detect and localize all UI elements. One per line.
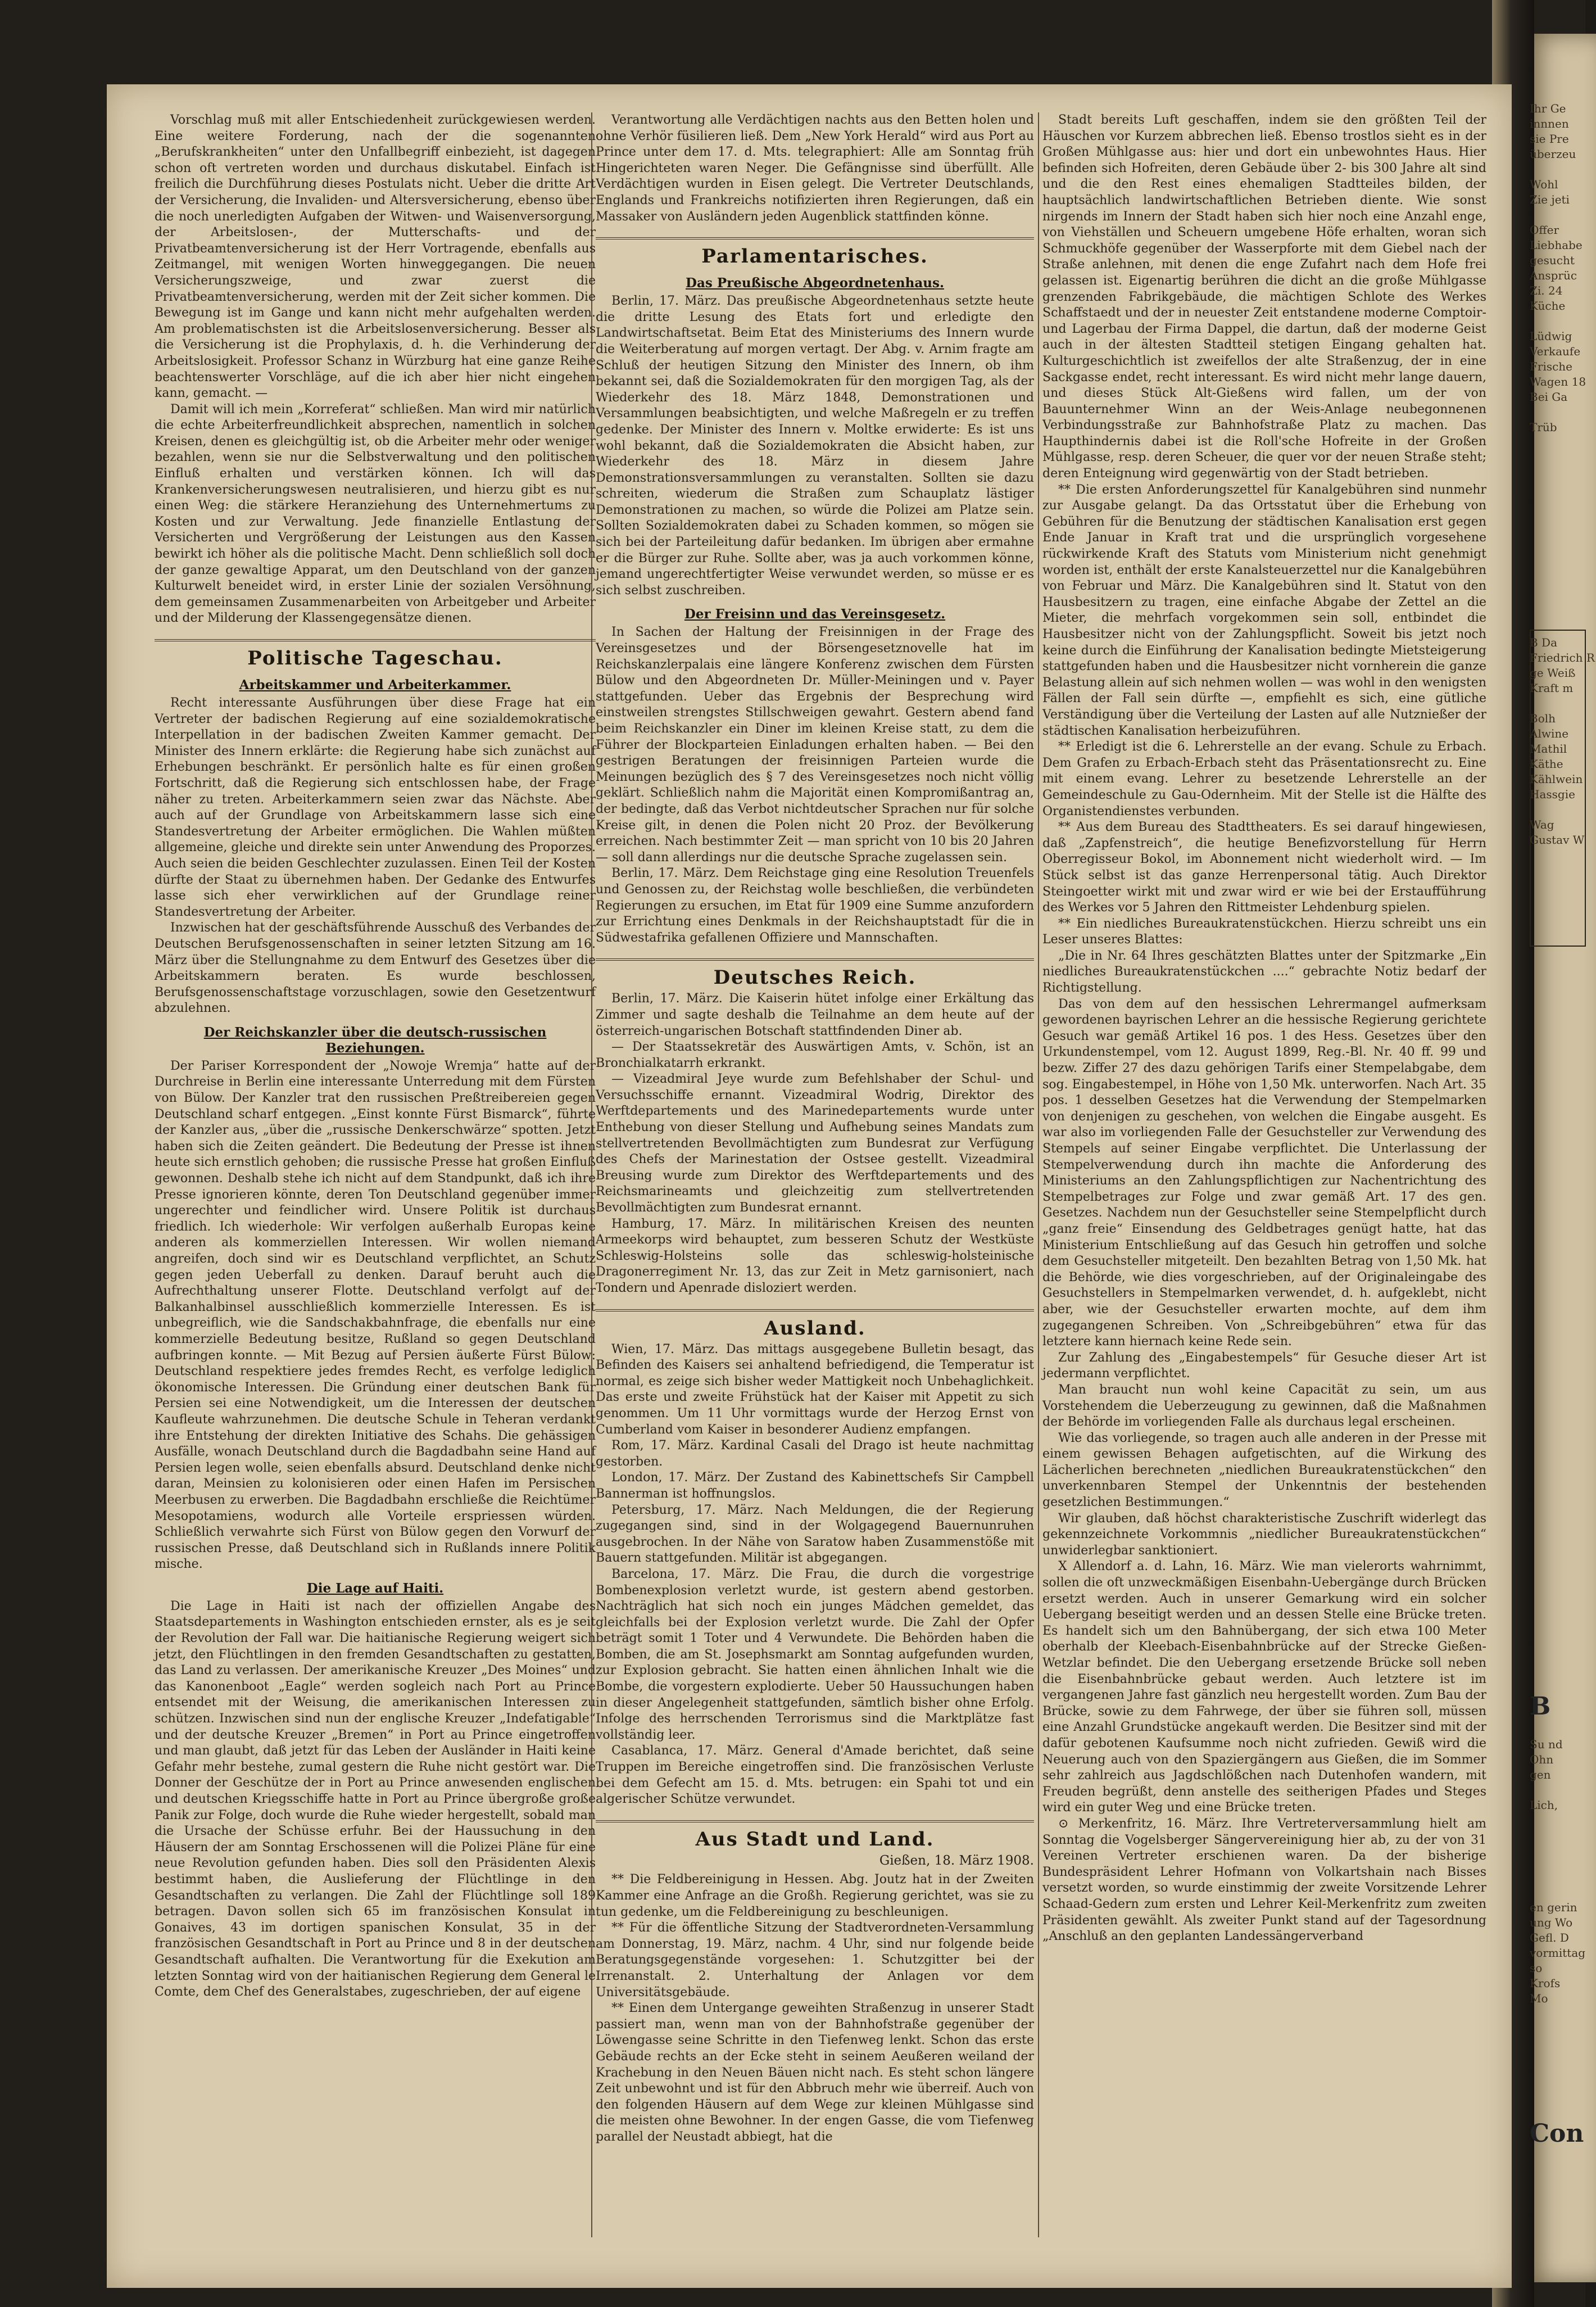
paragraph: London, 17. März. Der Zustand des Kabinettschefs Sir Campbell Bannerman ist hoffnungslos. bbox=[596, 1471, 1034, 1501]
article-title: Die Lage auf Haiti. bbox=[306, 1580, 444, 1596]
fragment-line: so bbox=[1530, 1961, 1543, 1975]
fragment-line: Su nd bbox=[1530, 1738, 1563, 1751]
fragment-line: überzeu bbox=[1530, 147, 1576, 161]
dateline: Gießen, 18. März 1908. bbox=[879, 1853, 1034, 1868]
fragment-line: Hassgie bbox=[1530, 788, 1575, 801]
fragment-line: Verkaufe bbox=[1530, 345, 1581, 358]
fragment-line bbox=[1530, 207, 1580, 223]
article-title: Der Reichskanzler über die deutsch-russischen Beziehungen. bbox=[203, 1024, 547, 1056]
section-title-deutsches-reich: Deutsches Reich. bbox=[596, 958, 1034, 989]
paragraph: Wien, 17. März. Das mittags ausgegebene Bulletin besagt, das Befinden des Kaisers sei anhaltend befriedigend, die Temperatur ist normal, es zeige sich bisher weder Mattigkeit noch Unbehaglichkeit. Das erste und zweite Frühstück hat der Kaiser mit Appetit zu sich genommen. Um 11 Uhr vormittags wurde der Herzog Ernst von Cumberland vom Kaiser in besonderer Audienz empfangen. bbox=[596, 1342, 1034, 1437]
fragment-line: Frische bbox=[1530, 360, 1573, 373]
col1-intro bbox=[155, 112, 596, 627]
fragment-line: Kraft m bbox=[1530, 681, 1574, 695]
fragment-line: Lüdwig bbox=[1530, 329, 1572, 343]
paragraph: Vorschlag muß mit aller Entschiedenheit zurückgewiesen werden. Eine weitere Forderung, nach der die sogenannten „Berufskrankheiten“ unter den Unfallbegriff einbezieht, ist dagegen schon oft vertreten worden und durchaus diskutabel. Einfach ist freilich die Durchführung dieses Postulats nicht. Ueber die dritte Art der Versicherung, die Invaliden- und Altersversicherung, ebenso über die noch unerledigten Aufgaben der Witwen- und Waisenversorgung, der Arbeitslosen-, der Mutterschafts- und der Privatbeamtenversicherung ist der Herr Vortragende, ebenfalls aus Zeitmangel, mit wenigen Worten hinweggegangen. Die neuen Versicherungszweige, und zwar zuerst die Privatbeamtenversicherung, werden mit der Zeit sicher kommen. Die Bewegung ist im Gange und kann nicht mehr aufgehalten werden. Am problematischsten ist die Arbeitslosenversicherung. Besser als die Versicherung ist die Prophylaxis, d. h. die Verhinderung der Arbeitslosigkeit. Professor Schanz in Würzburg hat eine ganze Reihe beachtenswerter Vorschläge, auf die ich aber hier nicht eingehen kann, gemacht. — bbox=[155, 113, 596, 401]
fragment-line bbox=[1530, 802, 1580, 817]
fragment-line: Trüb bbox=[1530, 420, 1557, 434]
paragraph: — Der Staatssekretär des Auswärtigen Amts, v. Schön, ist an Bronchialkatarrh erkrankt. bbox=[596, 1040, 1034, 1070]
section-title-politische-tageschau: Politische Tageschau. bbox=[155, 639, 596, 670]
fragment-line: Wohl bbox=[1530, 178, 1558, 191]
paragraph: Rom, 17. März. Kardinal Casali del Drago ist heute nachmittag gestorben. bbox=[596, 1439, 1034, 1469]
fragment-line bbox=[1530, 1783, 1580, 1798]
fragment-line bbox=[1530, 162, 1580, 177]
fragment-line: Mathil bbox=[1530, 742, 1567, 756]
fragment-line: vormittag bbox=[1530, 1946, 1586, 1960]
adjacent-page-fragment bbox=[1530, 1900, 1586, 2006]
paragraph: Das von dem auf den hessischen Lehrermangel aufmerksam gewordenen bayrischen Lehrer an die hessische Regierung gerichtete Gesuch war gemäß Artikel 16 pos. 1 des Hess. Gesetzes über den Urkundenstempel, vom 12. August 1899, Reg.-Bl. Nr. 40 ff. 99 und bezw. Ziffer 27 des dazu gehörigen Tarifs einer Stempelabgabe, dem sog. Eingabestempel, in Höhe von 1,50 Mk. unterworfen. Nach Art. 35 pos. 1 desselben Gesetzes hat die Verwendung der Stempelmarken von denjenigen zu geschehen, von welchen die Eingabe ausgeht. Es war also im vorliegenden Falle der Gesuchsteller zur Verwendung des Stempels auf seiner Eingabe verpflichtet. Die Unterlassung der Stempelverwendung durch ihn machte die Anforderung des Ministeriums an den Zahlungspflichtigen zur Nachentrichtung des Stempelbetrages zur Folge und zwar gemäß Art. 17 des gen. Gesetzes. Nachdem nun der Gesuchsteller seine Stempelpflicht durch „ganz freie“ Einsendung des Geldbetrages genügt hatte, hat das Ministerium Entschließung auf das Gesuch hin getroffen und solche dem Gesuchsteller mitgeteilt. Den bezahlten Betrag von 1,50 Mk. hat die Behörde, wie dies vorgeschrieben, auf der Originaleingabe des Gesuchstellers in Stempelmarken verwendet, d. h. aufgeklebt, nicht aber, wie der Gesuchsteller erwarten mochte, auf dem ihm zugegangenen Schreiben. Von „Schreibgebühren“ etwa für das letztere kann hiernach keine Rede sein. bbox=[1042, 997, 1486, 1349]
fragment-line: Offer bbox=[1530, 223, 1559, 237]
fragment-line: Wag bbox=[1530, 818, 1554, 831]
paragraph: Berlin, 17. März. Die Kaiserin hütet infolge einer Erkältung das Zimmer und sagte deshalb die Teilnahme an dem heute auf der österreich-ungarischen Botschaft stattfindenden Diner ab. bbox=[596, 992, 1034, 1038]
fragment-line: Lich, bbox=[1530, 1798, 1558, 1812]
paragraph: ⊙ Merkenfritz, 16. März. Ihre Vertreterversammlung hielt am Sonntag die Vogelsberger Sängervereinigung hier ab, zu der von 31 Vereinen Vertreter erschienen waren. Da der bisherige Bundespräsident Lehrer Hofmann von Volkartshain nach Bisses versetzt worden, so wurde einstimmig der zweite Vorsitzende Lehrer Schaad-Gedern zum ersten und Lehrer Keil-Merkenfritz zum zweiten Präsidenten gewählt. Als zweiter Punkt stand auf der Tagesordnung „Anschluß an den geplanten Landessängerverband bbox=[1042, 1816, 1486, 1944]
paragraph: Die Lage in Haiti ist nach der offiziellen Angabe des Staatsdepartements in Washington entschieden ernster, als es je seit der Revolution der Fall war. Die haitianische Regierung weigert sich jetzt, den Flüchtlingen in den fremden Gesandtschaften zu gestatten, das Land zu verlassen. Der amerikanische Kreuzer „Des Moines“ und das Kanonenboot „Eagle“ werden sogleich nach Port au Prince entsendet mit der Weisung, die amerikanischen Interessen zu schützen. Inzwischen sind nun der englische Kreuzer „Indefatigable“ und der deutsche Kreuzer „Bremen“ in Port au Prince eingetroffen und man glaubt, daß jetzt für das Leben der Ausländer in Haiti keine Gefahr mehr bestehe, zumal gestern die Ruhe nicht gestört war. Die Donner der Geschütze der in Port au Prince anwesenden englischen und deutschen Kriegsschiffe hatte in Port au Prince übergroße große Panik zur Folge, doch wurde die Ruhe wieder hergestellt, sobald man die Ursache der Schüsse erfuhr. Bei der Haussuchung in den Häusern der am Sonntag Erschossenen will die Polizei Pläne für eine neue Revolution gefunden haben. Dies soll den Präsidenten Alexis bestimmt haben, die Auslieferung der Flüchtlinge in den Gesandtschaften zu verlangen. Die Zahl der Flüchtlinge soll 189 betragen. Davon sollen sich 65 im französischen Konsulat in Gonaives, 43 im dortigen spanischen Konsulat, 35 in der französischen Gesandtschaft in Port au Prince und 8 in der deutschen Gesandtschaft aufhalten. Die Verantwortung für die Exekution am letzten Sonntag wird von der haitianischen Regierung dem General le Comte, dem Chef des Generalstabes, zugeschrieben, der auf eigene bbox=[155, 1599, 596, 2000]
adjacent-page-fragment bbox=[1530, 635, 1595, 848]
paragraph: Wir glauben, daß höchst charakteristische Zuschrift widerlegt das gekennzeichnete Vorkommnis „niedlicher Bureaukratenstückchen“ unwiderlegbar sanktioniert. bbox=[1042, 1511, 1486, 1558]
paragraph: Berlin, 17. März. Dem Reichstage ging eine Resolution Treuenfels und Genossen zu, der Reichstag wolle beschließen, die verbündeten Regierungen zu ersuchen, im Etat für 1909 eine Summe anzufordern zur Errichtung eines Denkmals in der Reichshauptstadt für die in Südwestafrika gefallenen Offiziere und Mannschaften. bbox=[596, 866, 1034, 945]
paragraph: — Vizeadmiral Jeye wurde zum Befehlshaber der Schul- und Versuchsschiffe ernannt. Vizeadmiral Wodrig, Direktor des Werftdepartements und des Marinedepartements wurde unter Enthebung von dieser Stellung und Aufhebung seines Mandats zum stellvertretenden Bevollmächtigten zum Bundesrat zur Verfügung des Chefs der Marinestation der Ostsee gestellt. Vizeadmiral Breusing wurde zum Direktor des Werftdepartements und des Reichsmarineamts und gleichzeitig zum stellvertretenden Bevollmächtigten zum Bundesrat ernannt. bbox=[596, 1072, 1034, 1215]
article-title: Das Preußische Abgeordnetenhaus. bbox=[686, 275, 944, 291]
adjacent-page-fragment bbox=[1530, 1737, 1580, 1813]
paragraph: X Allendorf a. d. Lahn, 16. März. Wie man vielerorts wahrnimmt, sollen die oft unzweckmäßigen Eisenbahn-Uebergänge durch Brücken ersetzt werden. Auch in unserer Gemarkung wird ein solcher Uebergang beseitigt werden und an dessen Stelle eine Brücke treten. Es handelt sich um den Bahnübergang, der sich etwa 100 Meter oberhalb der Kleebach-Eisenbahnbrücke auf der Strecke Gießen-Wetzlar befindet. Die den Uebergang ersetzende Brücke soll neben die Eisenbahnbrücke gebaut werden. Auch letztere ist im vergangenen Jahre fast gänzlich neu hergestellt worden. Zum Bau der Brücke, sowie zu dem Fahrwege, der über sie führen soll, müssen eine Anzahl Grundstücke angekauft werden. Die Besitzer sind mit der dafür gebotenen Kaufsumme noch nicht zufrieden. Gewiß wird die Neuerung auch von den Spaziergängern aus Gießen, die im Sommer sehr zahlreich aus Jagdschlößchen nach Dutenhofen wandern, mit Freuden begrüßt, denn anstelle des seitherigen Pfades und Steges wird ein guter Weg und eine Brücke treten. bbox=[1042, 1559, 1486, 1815]
column-rule bbox=[1038, 112, 1039, 2237]
fragment-line: Käthe bbox=[1530, 757, 1563, 771]
fragment-line: Gefl. D bbox=[1530, 1931, 1569, 1944]
paragraph: Casablanca, 17. März. General d'Amade berichtet, daß seine Truppen im Bereiche eingetroffen sind. Die französischen Verluste bei dem Gefecht am 15. d. Mts. betrugen: ein Spahi tot und ein algerischer Schütze verwundet. bbox=[596, 1744, 1034, 1807]
fragment-line bbox=[1530, 405, 1580, 420]
fragment-line: ung Wo bbox=[1530, 1916, 1573, 1929]
paragraph: ** Die Feldbereinigung in Hessen. Abg. Joutz hat in der Zweiten Kammer eine Anfrage an die Großh. Regierung gerichtet, was sie zu tun gedenke, um die Feldbereinigung zu beschleunigen. bbox=[596, 1872, 1034, 1919]
fragment-line bbox=[1530, 696, 1580, 711]
fragment-line: Ihr Ge bbox=[1530, 102, 1566, 115]
fragment-line: Mo bbox=[1530, 1992, 1548, 2005]
paragraph: ** Ein niedliches Bureaukratenstückchen. Hierzu schreibt uns ein Leser unseres Blattes: bbox=[1042, 916, 1486, 947]
paragraph: ** Erledigt ist die 6. Lehrerstelle an der evang. Schule zu Erbach. Dem Grafen zu Erbach-Erbach steht das Präsentationsrecht zu. Eine mit einem evang. Lehrer zu besetzende Lehrerstelle an der Gemeindeschule zu Gau-Odernheim. Mit der Stelle ist die Hälfte des Organistendienstes verbunden. bbox=[1042, 740, 1486, 818]
section-title-parlamentarisches: Parlamentarisches. bbox=[596, 237, 1034, 268]
column-2 bbox=[596, 112, 1034, 2146]
fragment-line: Alwine bbox=[1530, 727, 1569, 740]
fragment-line: Liebhabe bbox=[1530, 238, 1583, 252]
fragment-line: Bolh bbox=[1530, 712, 1556, 725]
paragraph: Recht interessante Ausführungen über diese Frage hat ein Vertreter der badischen Regierung auf eine sozialdemokratische Interpellation in der badischen Zweiten Kammer gemacht. Der Minister des Innern erklärte: die Regierung habe sich zunächst auf Erhebungen beschränkt. Er persönlich halte es für einen großen Fortschritt, daß die Regierung sich entschlossen habe, der Frage näher zu treten. Arbeiterkammern seien zwar das Nächste. Aber auch auf der Grundlage von Arbeitskammern lasse sich eine Standesvertretung der Arbeiter ermöglichen. Die Wahlen müßten allgemeine, gleiche und direkte sein unter Anwendung des Proporzes. Auch seien die beiden Geschlechter zuzulassen. Einen Teil der Kosten dürfte der Staat zu übernehmen haben. Der Gedanke des Entwurfes lasse sich eher verwirklichen auf der Grundlage reiner Standesvertretung der Arbeiter. bbox=[155, 696, 596, 919]
paragraph: „Die in Nr. 64 Ihres geschätzten Blattes unter der Spitzmarke „Ein niedliches Bureaukratenstückchen ....“ gebrachte Notiz bedarf der Richtigstellung. bbox=[1042, 948, 1486, 996]
paragraph: In Sachen der Haltung der Freisinnigen in der Frage des Vereinsgesetzes und der Börsengesetznovelle hat im Reichskanzlerpalais eine längere Konferenz zwischen dem Fürsten Bülow und den Abgeordneten Dr. Müller-Meiningen und v. Payer stattgefunden. Ueber das Ergebnis der Besprechung wird einstweilen strengstes Stillschweigen gewahrt. Gestern abend fand beim Reichskanzler ein Diner im kleinen Kreise statt, zu dem die Führer der Blockparteien Einladungen erhalten haben. — Bei den gestrigen Beratungen der freisinnigen Parteien wurde die Meinungen bezüglich des § 7 des Vereinsgesetzes noch nicht völlig geklärt. Schließlich nahm die Majorität einen Kompromißantrag an, der bedingte, daß das Verbot nichtdeutscher Sprachen nur für solche Kreise gilt, in denen die Polen nicht 20 Proz. der Bevölkerung erreichen. Nach bestimmter Zeit — man spricht von 10 bis 20 Jahren — soll dann allerdings nur die deutsche Sprache zugelassen sein. bbox=[596, 625, 1034, 865]
fragment-line: en gerin bbox=[1530, 1901, 1577, 1914]
section-title-aus-stadt-und-land: Aus Stadt und Land. bbox=[596, 1820, 1034, 1851]
fragment-line: Friedrich R bbox=[1530, 651, 1595, 664]
paragraph: Barcelona, 17. März. Die Frau, die durch die vorgestrige Bombenexplosion verletzt wurde, ist gestern abend gestorben. Nachträglich hat sich noch ein junges Mädchen gemeldet, das gleichfalls bei der Explosion verletzt wurde. Die Zahl der Opfer beträgt somit 1 Toter und 4 Verwundete. Die Behörden haben die Bomben, die am St. Josephsmarkt am Sonntag aufgefunden wurden, zur Explosion gebracht. Sie hatten einen ähnlichen Inhalt wie die Bombe, die vorgestern explodierte. Ueber 50 Haussuchungen haben in dieser Angelegenheit stattgefunden, sämtlich bisher ohne Erfolg. Infolge des herrschenden Terrorismus sind die Marktplätze fast vollständig leer. bbox=[596, 1567, 1034, 1742]
paragraph: Hamburg, 17. März. In militärischen Kreisen des neunten Armeekorps wird behauptet, zum besseren Schutz der Westküste Schleswig-Holsteins solle das schleswig-holsteinische Dragonerregiment Nr. 13, das zur Zeit in Metz garnisoniert, nach Tondern und Apenrade disloziert werden. bbox=[596, 1216, 1034, 1295]
paragraph: Verantwortung alle Verdächtigen nachts aus den Betten holen und ohne Verhör füsilieren ließ. Dem „New York Herald“ wird aus Port au Prince unter dem 17. d. Mts. telegraphiert: Alle am Sonntag früh Hingerichteten waren Neger. Die Gefängnisse sind überfüllt. Alle Verdächtigen wurden in Eisen gelegt. Die Vertreter Deutschlands, Englands und Frankreichs notifizierten ihren Regierungen, daß ein Massaker von Ausländern jeden Augenblick stattfinden könne. bbox=[596, 113, 1034, 224]
paragraph: Petersburg, 17. März. Nach Meldungen, die der Regierung zugegangen sind, sind in der Wolgagegend Bauernunruhen ausgebrochen. In der Nähe von Saratow haben Zusammenstöße mit Bauern stattgefunden. Militär ist abgegangen. bbox=[596, 1503, 1034, 1566]
fragment-line: gen bbox=[1530, 1768, 1551, 1781]
fragment-line: Zie jeti bbox=[1530, 193, 1570, 206]
fragment-line: gesucht bbox=[1530, 254, 1575, 267]
section-title-ausland: Ausland. bbox=[596, 1309, 1034, 1340]
paragraph: Damit will ich mein „Korreferat“ schließen. Man wird mir natürlich die echte Arbeiterfreundlichkeit absprechen, namentlich in solchen Kreisen, denen es gleichgültig ist, ob die Arbeiter mehr oder weniger bezahlen, wenn sie nur die Selbstverwaltung und den politischen Einfluß erhalten und verstärken können. Ich will das Krankenversicherungswesen neutralisieren, und hierzu gibt es nur einen Weg: die stärkere Heranziehung des Unternehmertums zu Kosten und zur Verwaltung. Jede finanzielle Entlastung der Versicherten und Vergrößerung der Leistungen aus den Kassen bewirkt ich höher als die politische Macht. Denn schließlich soll doch der ganze gewaltige Apparat, um den Deutschland von der ganzen Kulturwelt beneidet wird, in erster Linie der sozialen Versöhnung, dem gemeinsamen Zusammenarbeiten von Arbeitgeber und Arbeiter und der Milderung der Klassengegensätze dienen. bbox=[155, 402, 596, 626]
paragraph: Stadt bereits Luft geschaffen, indem sie den größten Teil der Häuschen vor Kurzem abbrechen ließ. Ebenso trostlos sieht es in der Großen Mühlgasse aus: hier und dort ein unbewohntes Haus. Hier befinden sich Hofreiten, deren Gebäude über 2- bis 300 Jahre alt sind und die den Rest eines ehemaligen Stadtteiles bilden, der hauptsächlich landwirtschaftlichen Betrieben diente. Wie sonst nirgends im Innern der Stadt haben sich hier noch eine Anzahl enge, von Viehställen und Scheuern umgebene Höfe erhalten, woran sich Schmuckhöfe gegenüber der Wasserpforte mit dem Giebel nach der Straße anlehnen, mit denen die enge Zufahrt nach dem Hofe frei gelassen ist. Eigenartig berühren die dicht an die große Mühlgasse grenzenden Fabrikgebäude, die mächtigen Schlote des Werkes Schaffstaedt und der in neuester Zeit entstandene moderne Comptoir- und Lagerbau der Firma Dappel, die dartun, daß der moderne Geist auch in der ältesten Stadtteil stetigen Eingang gehalten hat. Kulturgeschichtlich ist zweifellos der alte Straßenzug, der in eine Sackgasse endet, recht interessant. Es wird nicht mehr lange dauern, und dieses Stück Alt-Gießens wird fallen, um der von Bauunternehmer Winn an der Weis-Anlage neubegonnenen Verbindungsstraße zur Bahnhofstraße Platz zu machen. Das Haupthindernis dabei ist die Roll'sche Hofreite in der Großen Mühlgasse, resp. deren Scheuer, die quer vor der neuen Straße steht; deren Enteignung wird gegenwärtig von der Stadt betrieben. bbox=[1042, 113, 1486, 481]
fragment-line: Zi. 24 bbox=[1530, 284, 1563, 297]
fragment-line: innnen bbox=[1530, 117, 1569, 130]
article-title: Arbeitskammer und Arbeiterkammer. bbox=[239, 677, 511, 693]
fragment-line: Gustav W bbox=[1530, 833, 1585, 847]
paragraph: ** Für die öffentliche Sitzung der Stadtverordneten-Versammlung am Donnerstag, 19. März, nachm. 4 Uhr, sind nur folgende beide Beratungsgegenstände vorgesehen: 1. Schutzgitter bei der Irrenanstalt. 2. Unterhaltung der Anlagen vor dem Universitätsgebäude. bbox=[596, 1921, 1034, 2000]
paragraph: Berlin, 17. März. Das preußische Abgeordnetenhaus setzte heute die dritte Lesung des Etats fort und erledigte den Landwirtschaftsetat. Beim Etat des Ministeriums des Innern wurde die Weiterberatung auf morgen vertagt. Der Abg. v. Arnim fragte am Schluß der heutigen Sitzung den Minister des Innern, ob ihm bekannt sei, daß die Sozialdemokraten für den morgigen Tag, als der Wiederkehr des 18. März 1848, Demonstrationen und Versammlungen beabsichtigten, und welche Maßregeln er zu treffen gedenke. Der Minister des Innern v. Moltke erwiderte: Es ist uns wohl bekannt, daß die Sozialdemokraten die Absicht haben, zur Wiederkehr des 18. März in diesem Jahre Demonstrationsversammlungen zu veranstalten. Sollten sie dazu schreiten, wiederum die Straßen zum Schauplatz lästiger Demonstrationen zu machen, so würde die Polizei am Platze sein. Sollten Sozialdemokraten dabei zu Schaden kommen, so mögen sie sich bei der Parteileitung dafür bedanken. Im übrigen aber ermahne er die Bürger zur Ruhe. Sollte aber, was ja auch vorkommen könne, jemand ungerechtfertigter Weise verwundet werden, so müsse er es sich selbst zuschreiben. bbox=[596, 294, 1034, 598]
fragment-line bbox=[1530, 314, 1580, 329]
column-3 bbox=[1042, 112, 1486, 1945]
fragment-line: Ansprüc bbox=[1530, 269, 1577, 282]
paragraph: ** Aus dem Bureau des Stadttheaters. Es sei darauf hingewiesen, daß „Zapfenstreich“, die heutige Benefizvorstellung für Herrn Oberregisseur Bokol, im Abonnement nicht wiederholt wird. — Im Stück selbst ist das ganze Herrenpersonal tätig. Auch Direktor Steingoetter wirkt mit und zwar wird er wie bei der Erstaufführung des Werkes vor 5 Jahren den Rittmeister Lehdenburg spielen. bbox=[1042, 820, 1486, 915]
fragment-line: Wagen 18 bbox=[1530, 375, 1586, 388]
paragraph: Man braucht nun wohl keine Capacität zu sein, um aus Vorstehendem die Ueberzeugung zu gewinnen, daß die Maßnahmen der Behörde im vorliegenden Falle als durchaus legal erscheinen. bbox=[1042, 1382, 1486, 1430]
paragraph: Inzwischen hat der geschäftsführende Ausschuß des Verbandes der Deutschen Berufsgenossenschaften in seiner letzten Sitzung am 16. März über die Stellungnahme zu dem Entwurf des Gesetzes über die Arbeitskammern beraten. Es wurde beschlossen, Berufsgenossenschaftstage vorzuschlagen, sowie den Gesetzentwurf abzulehnen. bbox=[155, 921, 596, 1016]
paragraph: Wie das vorliegende, so tragen auch alle anderen in der Presse mit einem gewissen Behagen aufgetischten, auf die Wirkung des Lächerlichen berechneten „niedlichen Bureaukratenstückchen“ den unverkennbaren Stempel der Unkenntnis der bestehenden gesetzlichen Bestimmungen.“ bbox=[1042, 1431, 1486, 1510]
fragment-line: sie Pre bbox=[1530, 132, 1569, 146]
column-1 bbox=[155, 112, 596, 2001]
fragment-line: Krofs bbox=[1530, 1976, 1561, 1990]
adjacent-headline: B bbox=[1530, 1692, 1551, 1721]
adjacent-headline: Con bbox=[1530, 2119, 1584, 2148]
fragment-line: Kählwein bbox=[1530, 772, 1583, 786]
paragraph: ** Einen dem Untergange geweihten Straßenzug in unserer Stadt passiert man, wenn man von der Bahnhofstraße gegenüber der Löwengasse seine Schritte in den Tiefenweg lenkt. Schon das erste Gebäude rechts an der Ecke steht in seinem Aeußeren weiland der Krachebung in den Neuen Bäuen nicht nach. Es steht schon längere Zeit unbewohnt und ist für den Abbruch mehr wie überreif. Auch von den folgenden Häusern auf dem Wege zur kleinen Mühlgasse sind die meisten ohne Bewohner. In der engen Gasse, die vom Tiefenweg parallel der Neustadt abbiegt, hat die bbox=[596, 2001, 1034, 2144]
paragraph: Der Pariser Korrespondent der „Nowoje Wremja“ hatte auf der Durchreise in Berlin eine interessante Unterredung mit dem Fürsten von Bülow. Der Kanzler trat den russischen Preßtreibereien gegen Deutschland scharf entgegen. „Einst konnte Fürst Bismarck“, führte der Kanzler aus, „über die „russische Denkerschwärze“ spotten. Jetzt haben sich die Zeiten geändert. Die Bedeutung der Presse ist ihnen heute sich ernstlich gehoben; die russische Presse hat großen Einfluß gewonnen. Deshalb stehe ich nicht auf dem Standpunkt, daß ich ihre Presse ignorieren könnte, deren Ton Deutschland gegenüber immer ungerechter und feindlicher wird. Unsere Politik ist durchaus friedlich. Ich wiederhole: Wir verfolgen außerhalb Europas keine anderen als kommerziellen Interessen. Wir wollen niemand angreifen, doch sind wir es Deutschland verpflichtet, an Schutz gegen jeden Ueberfall zu denken. Darauf beruht auch die Aufrechthaltung unserer Flotte. Deutschland verfolgt auf der Balkanhalbinsel ausschließlich kommerzielle Interessen. Es ist unbegreiflich, wie die Sandschakbahnfrage, die ebenfalls nur eine kommerzielle Bedeutung besitze, Rußland so gegen Deutschland aufbringen konnte. — Mit Bezug auf Persien äußerte Fürst Bülow: Deutschland respektiere jedes fremdes Recht, es verfolge lediglich ökonomische Interessen. Die Gründung einer deutschen Bank für Persien sei eine Notwendigkeit, um die Interessen der deutschen Kaufleute wahrzunehmen. Die deutsche Schule in Teheran verdankt ihre Entstehung der direkten Initiative des Schahs. Die gehässigen Ausfälle, wonach Deutschland durch die Bagdadbahn seine Hand auf Persien legen wolle, seien ebenfalls absurd. Deutschland denke nicht daran, Meinsien zu kolonisieren oder einen Hafen im Persischen Meerbusen zu erwerben. Die Bagdadbahn erschließe die Reichtümer Mesopotamiens, wodurch alle Vorteile erspriessen würden. Schließlich verwahrte sich Fürst von Bülow gegen den Vorwurf der russischen Presse, daß Deutschland sich in Rußlands innere Politik mische. bbox=[155, 1058, 596, 1572]
fragment-line: Bei Ga bbox=[1530, 390, 1568, 404]
fragment-line: Ohn bbox=[1530, 1753, 1554, 1766]
fragment-line: Küche bbox=[1530, 299, 1566, 313]
adjacent-page-fragment bbox=[1530, 101, 1586, 435]
article-title: Der Freisinn und das Vereinsgesetz. bbox=[684, 607, 946, 622]
fragment-line: B Da bbox=[1530, 636, 1558, 649]
fragment-line: ge Weiß bbox=[1530, 666, 1576, 680]
paragraph: ** Die ersten Anforderungszettel für Kanalgebühren sind nunmehr zur Ausgabe gelangt. Da das Ortsstatut über die Erhebung von Gebühren für die Benutzung der städtischen Kanalisation erst gegen Ende Januar in Kraft trat und die ursprünglich vorgesehene rückwirkende Kraft des Statuts vom Ministerium nicht genehmigt worden ist, enthält der erste Kanalsteuerzettel nur die Kanalgebühren von Februar und März. Die Kanalgebühren sind lt. Statut von den Hausbesitzern zu tragen, eine einfache Abgabe der Zettel an die Mieter, die mehrfach vorgekommen sein soll, entbindet die Hausbesitzer nicht von der Zahlungspflicht. Soweit bis jetzt noch keine durch die Einführung der Kanalisation bedingte Mietsteigerung stattgefunden haben und die Hausbesitzer nicht vornherein die ganze Belastung allein auf sich nehmen wollen — was wohl in den wenigsten Fällen der Fall sein dürfte —, empfiehlt es sich, eine gütliche Verständigung über die Verteilung der Lasten auf alle Nutznießer der städtischen Kanalisation herbeizuführen. bbox=[1042, 482, 1486, 738]
paragraph: Zur Zahlung des „Eingabestempels“ für Gesuche dieser Art ist jedermann verpflichtet. bbox=[1042, 1350, 1486, 1381]
